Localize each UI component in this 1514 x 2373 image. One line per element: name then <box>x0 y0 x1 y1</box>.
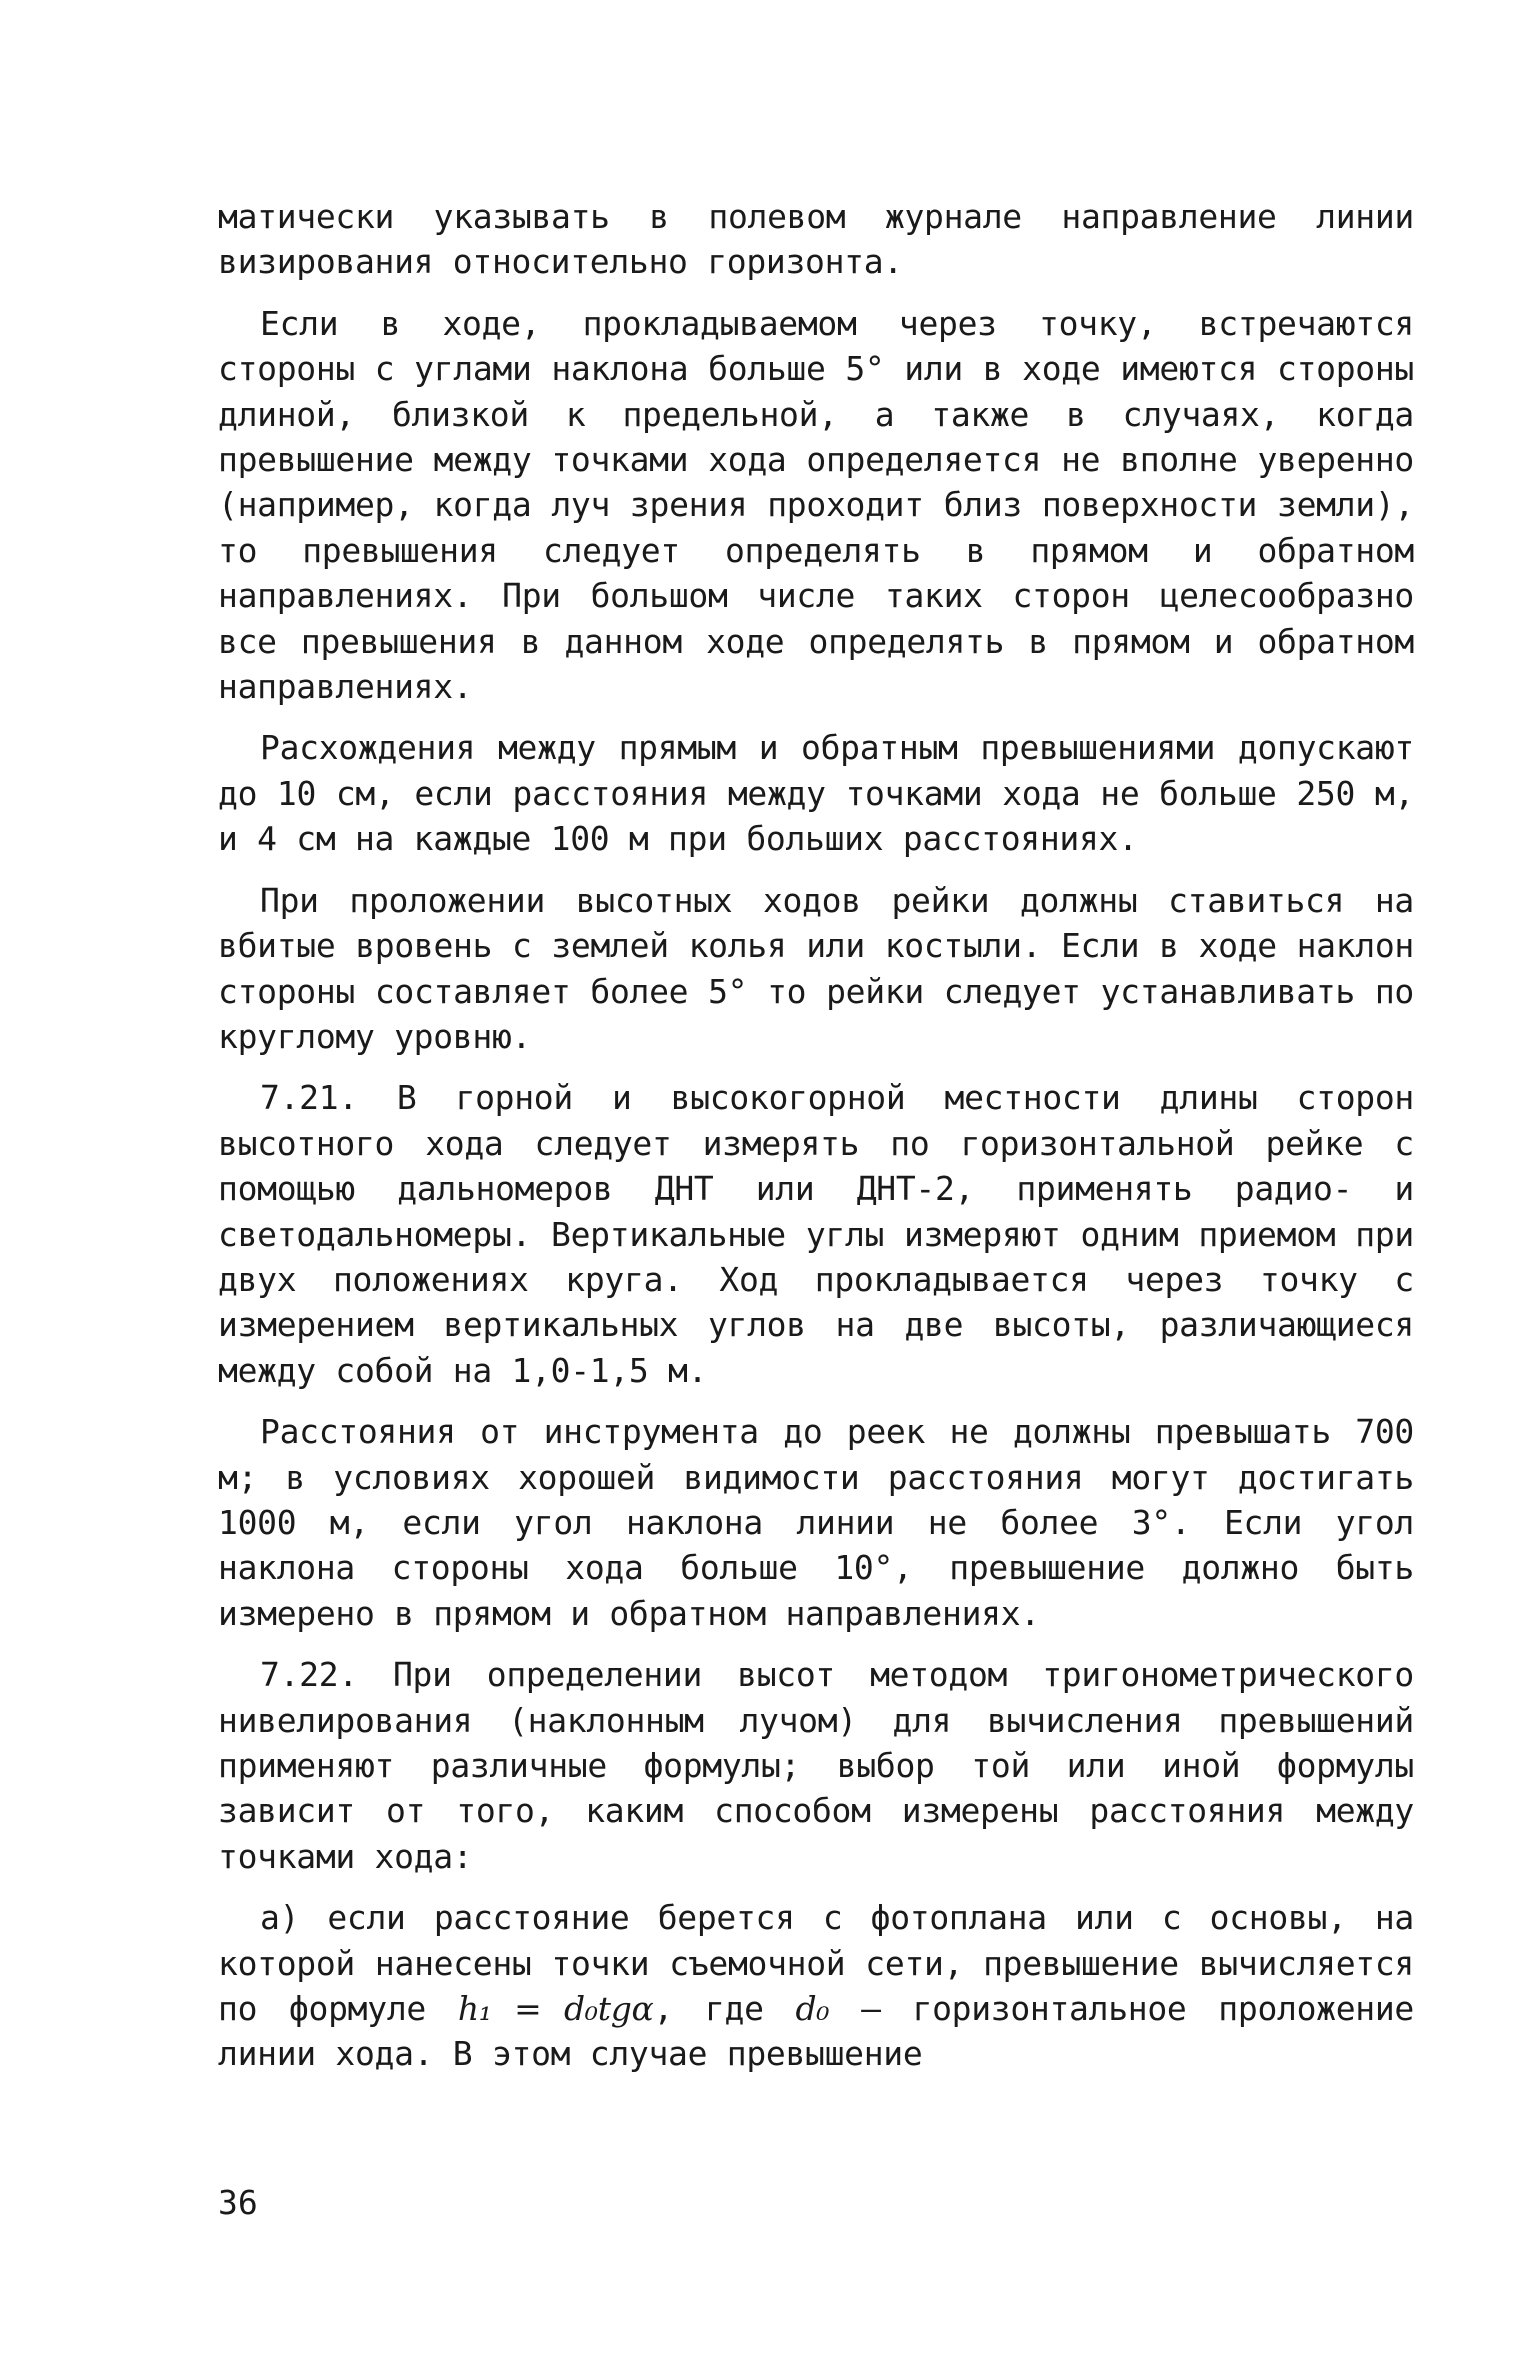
formula-a-text-after: – горизонтальное проложение линии хода. В этом случае превышение <box>218 1989 1414 2074</box>
paragraph-section-7-21: 7.21. В горной и высокогорной местности длины сторон высотного хода следует измерять по горизонтальной рейке с помощью дальномеров ДНТ или ДНТ-2, применять радио- и светодальномеры. Вертикальные углы измеряют одним приемом при двух положениях круга. Ход прокладывается через точку с измерением вертикальных углов на две высоты, различающиеся между собой на 1,0-1,5 м. <box>218 1078 1414 1390</box>
document-body <box>218 194 1414 2093</box>
paragraph-1: матически указывать в полевом журнале направление линии визирования относительно горизонта. <box>218 197 1414 282</box>
paragraph-4: При проложении высотных ходов рейки должны ставиться на вбитые вровень с землей колья или костыли. Если в ходе наклон стороны составляет более 5° то рейки следует устанавливать по круглому уровню. <box>218 880 1414 1056</box>
paragraph-3: Расхождения между прямым и обратным превышениями допускают до 10 см, если расстояния между точками хода не больше 250 м, и 4 см на каждые 100 м при больших расстояниях. <box>218 728 1414 859</box>
paragraph-2: Если в ходе, прокладываемом через точку, встречаются стороны с углами наклона больше 5° или в ходе имеются стороны длиной, близкой к предельной, а также в случаях, когда превышение между точками хода определяется не вполне уверенно (например, когда луч зрения проходит близ поверхности земли), то превышения следует определять в прямом и обратном направлениях. При большом числе таких сторон целесообразно все превышения в данном ходе определять в прямом и обратном направлениях. <box>218 303 1414 707</box>
formula-height: h₁ = d₀tgα <box>457 1989 654 2029</box>
paragraph-formula-a <box>218 1895 1414 2077</box>
paragraph-section-7-22: 7.22. При определении высот методом тригонометрического нивелирования (наклонным лучом) для вычисления превышений применяют различные формулы; выбор той или иной формулы зависит от того, каким способом измерены расстояния между точками хода: <box>218 1655 1414 1876</box>
formula-a-text-middle: , где <box>653 1989 796 2029</box>
formula-a-text-before: а) если расстояние берется с фотоплана или с основы, на которой нанесены точки съемочной сети, превышение вычисляется по формуле <box>218 1898 1414 2029</box>
formula-symbol-d0: d₀ <box>795 1989 830 2029</box>
paragraph-6: Расстояния от инструмента до реек не должны превышать 700 м; в условиях хорошей видимости расстояния могут достигать 1000 м, если угол наклона линии не более 3°. Если угол наклона стороны хода больше 10°, превышение должно быть измерено в прямом и обратном направлениях. <box>218 1412 1414 1633</box>
page-number: 36 <box>218 2183 258 2222</box>
